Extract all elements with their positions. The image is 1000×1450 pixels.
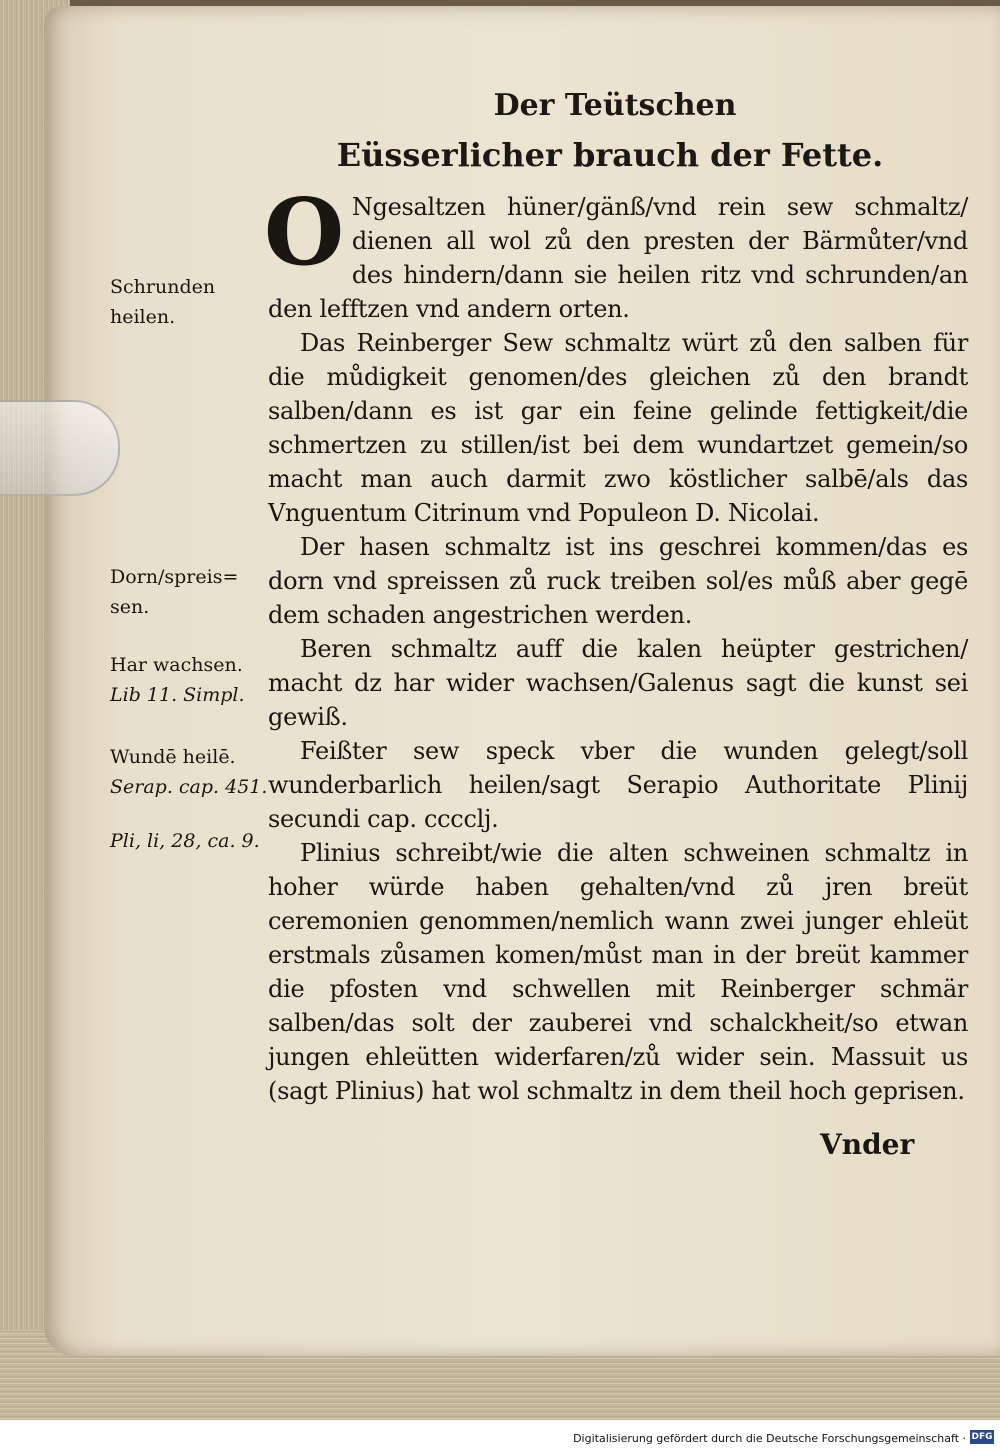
paragraph-4: Beren schmaltz auff die kalen heüpter gestrichen/ macht dz har wider wachsen/Galenus sagt die kunst sei gewiß. (268, 635, 968, 731)
paragraph-1-text: Ngesaltzen hüner/gänß/vnd rein sew schmaltz/ dienen all wol zů den presten der Bärmůter/vnd des hindern/dann sie heilen ritz vnd schrunden/an den lefftzen vnd andern orten. (268, 193, 968, 323)
catchword: Vnder (820, 1128, 915, 1161)
margin-note-1-line-2: heilen. (110, 306, 176, 328)
margin-note-1 (110, 272, 270, 332)
paragraph-3: Der hasen schmaltz ist ins geschrei kommen/das es dorn vnd spreissen zů ruck treiben sol/es můß aber gegē dem schaden angestrichen werden. (268, 533, 968, 629)
footer-credit: Digitalisierung gefördert durch die Deutsche Forschungsgemeinschaft · (573, 1432, 966, 1445)
initial-letter: O (264, 178, 344, 286)
margin-note-4-line-1: Wundē heilē. (110, 746, 236, 768)
margin-note-5 (110, 826, 270, 856)
page-clip (0, 400, 120, 496)
margin-note-4 (110, 742, 270, 802)
margin-note-3-line-2: Lib 11. Simpl. (110, 684, 245, 706)
margin-note-4-line-2: Serap. cap. 451. (110, 776, 268, 798)
margin-note-2 (110, 562, 270, 622)
dfg-logo: DFG (971, 1432, 993, 1442)
paragraph-2: Das Reinberger Sew schmaltz würt zů den salben für die můdigkeit genomen/des gleichen zů den brandt salben/dann es ist gar ein feine gelinde fettigkeit/die schmertzen zu stillen/ist bei dem wundartzet gemein/so macht man auch darmit zwo köstlicher salbē/als das Vnguentum Citrinum vnd Populeon D. Nicolai. (268, 329, 968, 527)
paragraph-1 (264, 178, 968, 326)
body-text (264, 178, 968, 1108)
margin-note-3-line-1: Har wachsen. (110, 654, 243, 676)
running-head-line-1: Der Teütschen (493, 88, 737, 123)
paragraph-6: Plinius schreibt/wie die alten schweinen schmaltz in hoher würde haben gehalten/vnd zů jren breüt ceremonien genommen/nemlich wann zwei junger ehleüt erstmals zůsamen komen/můst man in der breüt kammer die pfosten vnd schwellen mit Reinberger schmär salben/das solt der zauberei vnd schalckheit/so etwan jungen ehleütten widerfaren/zů wider sein. Massuit us (sagt Plinius) hat wol schmaltz in dem theil hoch geprisen. (268, 839, 968, 1105)
margin-note-2-line-2: sen. (110, 596, 150, 618)
margin-note-1-line-1: Schrunden (110, 276, 216, 298)
paragraph-5: Feißter sew speck vber die wunden gelegt/soll wunderbarlich heilen/sagt Serapio Authoritate Plinij secundi cap. cccclj. (268, 737, 968, 833)
running-head-line-2: Eüsserlicher brauch der Fette. (336, 136, 884, 174)
margin-note-3 (110, 650, 270, 710)
margin-note-2-line-1: Dorn/spreis= (110, 566, 239, 588)
margin-note-5-line-1: Pli, li, 28, ca. 9. (110, 830, 260, 852)
